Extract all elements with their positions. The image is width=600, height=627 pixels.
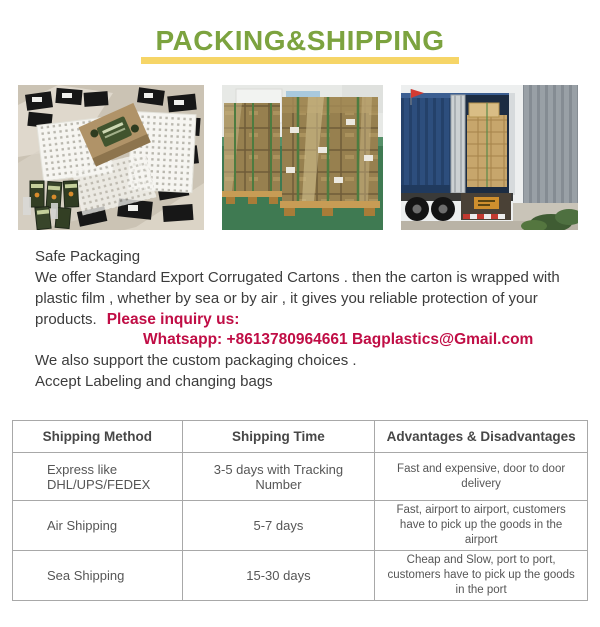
photo-packed-products (18, 85, 204, 230)
cell-express-notes: Fast and expensive, door to door delivery (375, 453, 588, 501)
cell-air-time: 5-7 days (182, 501, 375, 551)
page-title: PACKING&SHIPPING (141, 27, 458, 64)
cell-air-method: Air Shipping (13, 501, 183, 551)
description-block (35, 246, 580, 392)
photo-wrapped-pallets (222, 85, 383, 230)
header-shipping-method: Shipping Method (13, 421, 183, 453)
cell-sea-method: Sea Shipping (13, 551, 183, 601)
whatsapp-contact: Whatsapp: +8613780964661 Bagplastics@Gmail.com (143, 331, 534, 348)
shipping-table (12, 420, 588, 601)
packaging-paragraph: We offer Standard Export Corrugated Cartons . then the carton is wrapped with plastic film , whether by sea or by air , it gives you reliable protection of your products. (35, 269, 560, 328)
safe-packaging-heading: Safe Packaging (35, 248, 141, 265)
cell-sea-time: 15-30 days (182, 551, 375, 601)
photo-strip (18, 85, 578, 230)
labeling-line: Accept Labeling and changing bags (35, 373, 273, 390)
cell-express-method: Express like DHL/UPS/FEDEX (13, 453, 183, 501)
inquiry-label: Please inquiry us: (106, 311, 240, 328)
table-row-sea (13, 551, 588, 601)
shipping-table-header-row (13, 421, 588, 453)
cell-sea-notes: Cheap and Slow, port to port, customers have to pick up the goods in the port (375, 551, 588, 601)
table-row-express (13, 453, 588, 501)
header-advantages: Advantages & Disadvantages (375, 421, 588, 453)
header-shipping-time: Shipping Time (182, 421, 375, 453)
table-row-air (13, 501, 588, 551)
packaging-paragraph-line (35, 267, 580, 330)
custom-packaging-line: We also support the custom packaging choices . (35, 352, 357, 369)
cell-air-notes: Fast, airport to airport, customers have to pick up the goods in the airport (375, 501, 588, 551)
photo-container-loading (401, 85, 578, 230)
cell-express-time: 3-5 days with Tracking Number (182, 453, 375, 501)
section-header (0, 27, 600, 64)
